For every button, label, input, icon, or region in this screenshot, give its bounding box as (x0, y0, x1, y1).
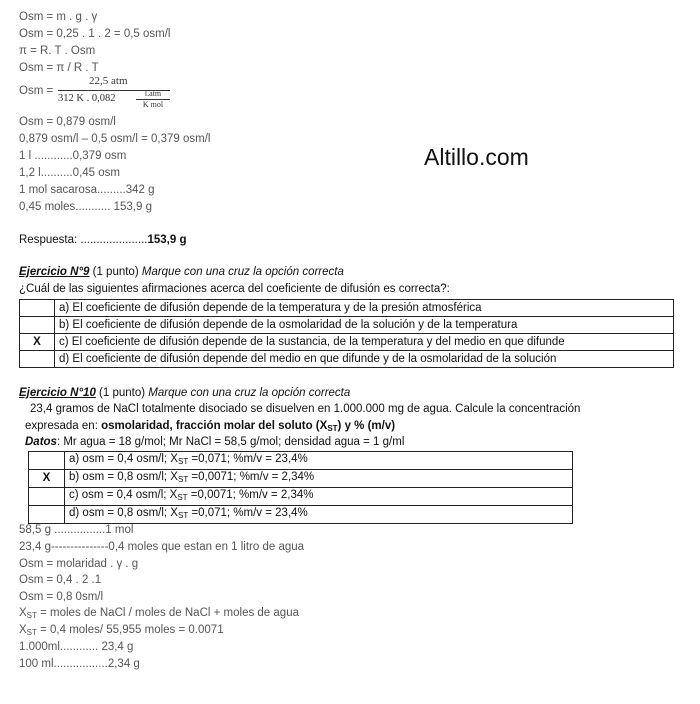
calc-line: Osm = π / R . T (19, 62, 99, 74)
units-bottom: K mol (136, 99, 170, 110)
option-text (65, 488, 573, 506)
option-text-a: d) osm = 0,8 osm/l; X (69, 507, 178, 519)
ex9-points: (1 punto) (89, 266, 142, 278)
answer-value: 153,9 g (147, 234, 187, 246)
option-mark-cell[interactable] (20, 300, 55, 317)
ex10-statement-2 (25, 419, 395, 436)
xst-sub: ST (26, 611, 37, 620)
calc-line: Osm = 0,4 . 2 .1 (19, 574, 102, 586)
statement-sub: ST (327, 424, 338, 433)
calc-line: 23,4 g---------------0,4 moles que estan en 1 litro de agua (19, 541, 305, 553)
option-text-b: =0,071; %m/v = 23,4% (188, 507, 308, 519)
statement-bold (101, 420, 395, 432)
ex10-options-table (28, 451, 573, 524)
xst-symbol: X (19, 607, 27, 619)
option-sub: ST (177, 511, 189, 520)
option-text-a: b) osm = 0,8 osm/l; X (69, 471, 178, 483)
ex10-title: Ejercicio N°10 (19, 387, 96, 399)
calc-line: Osm = molaridad . γ . g (19, 558, 139, 570)
ex9-heading (19, 265, 344, 279)
xst-rest: = 0,4 moles/ 55,955 moles = 0.0071 (36, 624, 224, 636)
ex9-instruction: Marque con una cruz la opción correcta (141, 266, 344, 278)
option-text: d) El coeficiente de difusión depende del medio en que difunde y de la osmolaridad de la solución (55, 351, 674, 368)
option-row[interactable] (29, 506, 573, 524)
option-mark-cell[interactable] (20, 351, 55, 368)
calc-line: 1 mol sacarosa.........342 g (19, 184, 155, 196)
option-sub: ST (177, 493, 188, 502)
option-text-b: =0,0071; %m/v = 2,34% (187, 489, 314, 501)
option-text-b: =0,071; %m/v = 23,4% (188, 453, 308, 465)
option-row[interactable] (20, 351, 674, 368)
option-text: a) El coeficiente de difusión depende de la temperatura y de la presión atmosférica (55, 300, 674, 317)
statement-prefix: expresada en: (25, 420, 102, 432)
option-text: b) El coeficiente de difusión depende de la osmolaridad de la solución y de la temperatura (55, 317, 674, 334)
altillo-watermark: Altillo.com (424, 144, 529, 170)
option-row[interactable] (29, 488, 573, 506)
option-text-a: a) osm = 0,4 osm/l; X (69, 453, 178, 465)
ex10-instruction: Marque con una cruz la opción correcta (148, 387, 351, 399)
option-text (65, 452, 573, 470)
calc-line: Osm = 0,25 . 1 . 2 = 0,5 osm/l (19, 28, 171, 40)
option-text (65, 506, 573, 524)
data-text: : Mr agua = 18 g/mol; Mr NaCl = 58,5 g/mol; densidad agua = 1 g/ml (56, 436, 405, 448)
calc-line: Osm = m . g . γ (19, 11, 98, 23)
units-top: l.atm (144, 89, 162, 98)
ex10-data (25, 435, 404, 449)
ex9-question: ¿Cuál de las siguientes afirmaciones acerca del coeficiente de difusión es correcta?: (19, 283, 450, 295)
xst-result (19, 623, 224, 640)
calc-line: 1 l ............0,379 osm (19, 150, 127, 162)
calc-line: 1.000ml............ 23,4 g (19, 641, 134, 653)
fraction-denominator: 312 K . 0,082 (58, 93, 116, 104)
answer-line (19, 233, 186, 247)
option-mark-cell[interactable] (29, 488, 65, 506)
calc-line: Osm = 0,879 osm/l (19, 116, 116, 128)
option-text-a: c) osm = 0,4 osm/l; X (69, 489, 178, 501)
calc-line: 58,5 g ................1 mol (19, 524, 134, 536)
option-text-b: =0,0071; %m/v = 2,34% (188, 471, 315, 483)
option-row[interactable] (20, 334, 674, 351)
fraction-units (136, 89, 170, 110)
calc-line: 0,45 moles........... 153,9 g (19, 201, 152, 213)
option-mark-cell[interactable]: X (29, 470, 65, 488)
data-label: Datos (25, 436, 57, 448)
statement-bold-b: ) y % (m/v) (337, 420, 396, 432)
xst-rest: = moles de NaCl / moles de NaCl + moles de agua (36, 607, 299, 619)
ex10-heading (19, 386, 350, 400)
xst-symbol: X (19, 624, 27, 636)
calc-line: 1,2 l..........0,45 osm (19, 167, 120, 179)
option-text (65, 470, 573, 488)
calc-line: π = R. T . Osm (19, 45, 96, 57)
option-mark-cell[interactable] (29, 506, 65, 524)
fraction-numerator: 22,5 atm (89, 75, 128, 87)
option-sub: ST (177, 475, 189, 484)
option-row[interactable] (29, 470, 573, 488)
option-sub: ST (177, 457, 189, 466)
ex10-points: (1 punto) (95, 387, 149, 399)
option-mark-cell[interactable]: X (20, 334, 55, 351)
option-row[interactable] (20, 300, 674, 317)
osmolarity-fraction (58, 74, 170, 118)
answer-label: Respuesta: ..................... (19, 234, 148, 246)
calc-line: 100 ml.................2,34 g (19, 658, 140, 670)
calc-line: 0,879 osm/l – 0,5 osm/l = 0,379 osm/l (19, 133, 211, 145)
statement-bold-a: osmolaridad, fracción molar del soluto (X (101, 420, 328, 432)
xst-formula (19, 606, 299, 623)
ex9-title: Ejercicio N°9 (19, 266, 90, 278)
option-text: c) El coeficiente de difusión depende de la sustancia, de la temperatura y del medio en que difunde (55, 334, 674, 351)
ex9-options-table (19, 299, 674, 368)
option-row[interactable] (20, 317, 674, 334)
calc-line: Osm = 0,8 0sm/l (19, 591, 104, 603)
fraction-prefix: Osm = (19, 85, 54, 97)
xst-sub: ST (26, 628, 37, 637)
option-mark-cell[interactable] (20, 317, 55, 334)
option-row[interactable] (29, 452, 573, 470)
ex10-statement: 23,4 gramos de NaCl totalmente disociado se disuelven en 1.000.000 mg de agua. Calcule la concentración (30, 403, 581, 415)
option-mark-cell[interactable] (29, 452, 65, 470)
